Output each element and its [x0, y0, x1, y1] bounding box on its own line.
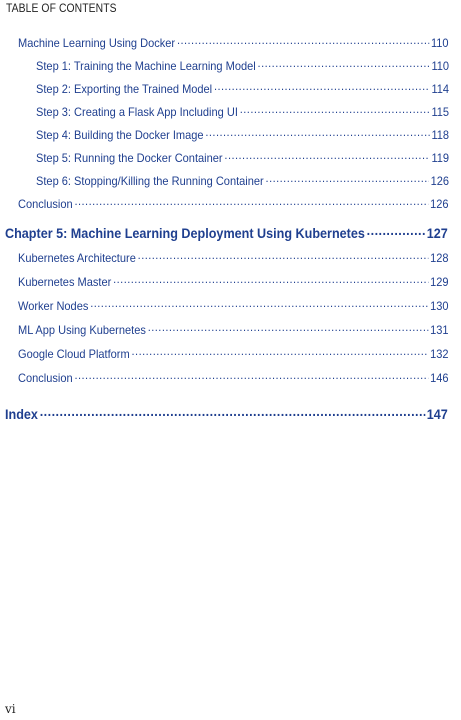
toc-entry-title: Google Cloud Platform [18, 347, 130, 361]
toc-entry-step-2[interactable] [36, 81, 449, 96]
toc-entry-title: Machine Learning Using Docker [18, 36, 176, 50]
dot-leader [177, 35, 429, 47]
dot-leader [40, 405, 425, 419]
toc-entry-kubernetes-master[interactable] [18, 274, 449, 289]
toc-entry-title: Conclusion [18, 371, 73, 385]
toc-entry-title: Chapter 5: Machine Learning Deployment Using Kubernetes [5, 225, 365, 241]
toc-entry-title: Index [5, 406, 38, 422]
toc-entry-page: 127 [426, 225, 448, 241]
dot-leader [138, 250, 429, 262]
dot-leader [74, 196, 428, 208]
toc-entry-title: ML App Using Kubernetes [18, 323, 146, 337]
toc-entry-step-4[interactable] [36, 127, 449, 142]
toc-entry-step-1[interactable] [36, 58, 449, 73]
toc-entry-page: 128 [430, 251, 449, 265]
toc-entry-step-6[interactable] [36, 173, 449, 188]
toc-entry-step-3[interactable] [36, 104, 449, 119]
toc-entry-title: Conclusion [18, 197, 73, 211]
toc-entry-page: 129 [430, 275, 449, 289]
dot-leader [224, 150, 429, 162]
toc-entry-title: Step 5: Running the Docker Container [36, 151, 223, 165]
toc-entry-step-5[interactable] [36, 150, 449, 165]
toc-entry-title: Kubernetes Master [18, 275, 112, 289]
dot-leader [132, 346, 429, 358]
toc-entry-page: 130 [430, 299, 449, 313]
dot-leader [367, 224, 425, 238]
toc-entry-title: Step 2: Exporting the Trained Model [36, 82, 213, 96]
toc-entry-page: 110 [430, 36, 449, 50]
dot-leader [113, 274, 428, 286]
toc-entry-ml-app-using-kubernetes[interactable] [18, 322, 449, 337]
toc-entry-page: 146 [430, 371, 449, 385]
toc-entry-title: Kubernetes Architecture [18, 251, 136, 265]
toc-entry-conclusion[interactable] [18, 196, 449, 211]
toc-entry-title: Step 4: Building the Docker Image [36, 128, 204, 142]
toc-entry-page: 147 [426, 406, 448, 422]
toc-entry-page: 119 [431, 151, 450, 165]
toc-entry-page: 131 [430, 323, 449, 337]
page-number: vi [5, 702, 16, 716]
dot-leader [148, 322, 429, 334]
toc-entry-page: 126 [430, 174, 450, 188]
dot-leader [74, 370, 428, 382]
toc-entry-page: 110 [431, 59, 450, 73]
running-head: TABLE OF CONTENTS [6, 3, 117, 15]
dot-leader [266, 173, 429, 185]
dot-leader [258, 58, 430, 70]
toc-entry-index[interactable] [5, 405, 448, 422]
dot-leader [240, 104, 430, 116]
toc-entry-chapter-5[interactable] [5, 224, 448, 241]
toc-entry-title: Step 6: Stopping/Killing the Running Container [36, 174, 264, 188]
toc-entry-conclusion-2[interactable] [18, 370, 449, 385]
toc-entry-page: 132 [430, 347, 449, 361]
toc-entry-page: 114 [431, 82, 450, 96]
toc-entry-page: 126 [430, 197, 449, 211]
dot-leader [214, 81, 430, 93]
toc-entry-title: Step 3: Creating a Flask App Including UI [36, 105, 238, 119]
toc-entry-kubernetes-architecture[interactable] [18, 250, 449, 265]
toc-entry-title: Worker Nodes [18, 299, 89, 313]
toc-entry-title: Step 1: Training the Machine Learning Model [36, 59, 256, 73]
dot-leader [90, 298, 428, 310]
toc-entry-page: 115 [431, 105, 450, 119]
toc-entry-page: 118 [431, 128, 450, 142]
dot-leader [205, 127, 429, 139]
toc-entry-google-cloud-platform[interactable] [18, 346, 449, 361]
toc-entry-worker-nodes[interactable] [18, 298, 449, 313]
toc-entry-machine-learning-using-docker[interactable] [18, 35, 449, 50]
